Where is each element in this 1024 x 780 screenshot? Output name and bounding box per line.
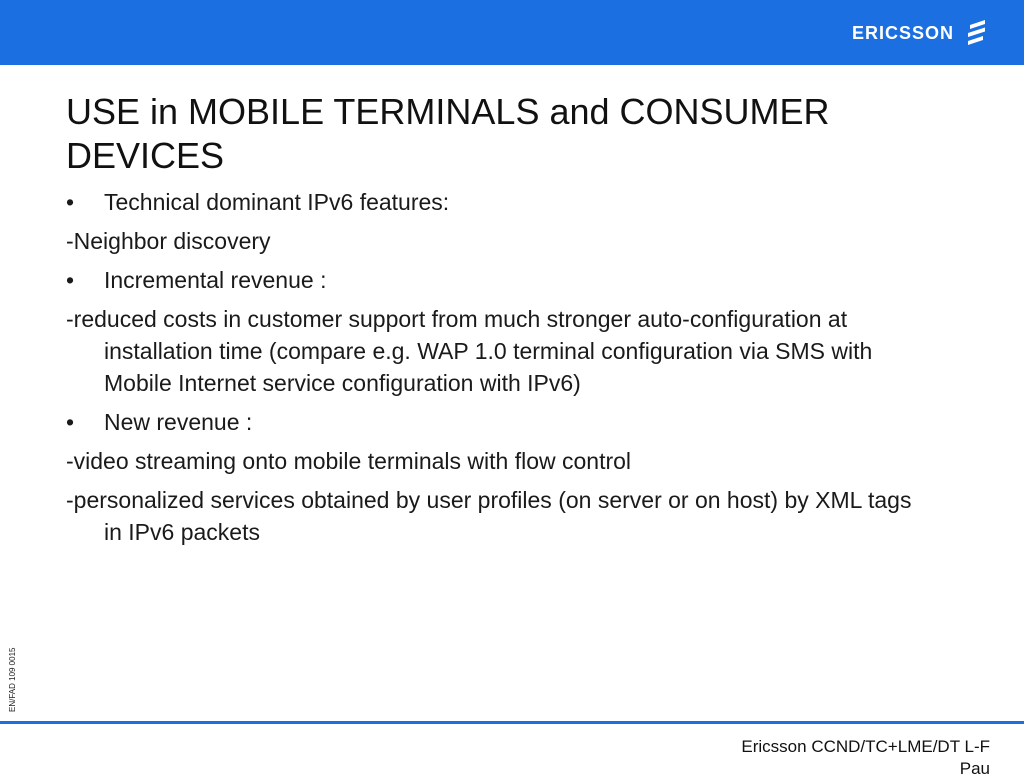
footer-rule (0, 721, 1024, 724)
brand-name: ERICSSON (851, 22, 954, 43)
dash-item: -reduced costs in customer support from much stronger auto-configuration at installation time (compare e.g. WAP 1.0 terminal configuration via SMS with Mobile Internet service configuration with IPv6) (66, 306, 873, 396)
footer-line-2: Pau (959, 759, 990, 778)
bullet-dot: • (66, 409, 75, 435)
footer-line-1: Ericsson CCND/TC+LME/DT L-F (741, 737, 990, 756)
bullet-item (66, 186, 926, 218)
ericsson-logo-icon (966, 20, 988, 46)
bullet-dot: • (66, 189, 75, 215)
bullet-text: New revenue : (104, 409, 253, 435)
slide-content (66, 186, 926, 555)
dash-item: -video streaming onto mobile terminals with flow control (66, 448, 632, 474)
footer-text (670, 736, 990, 780)
header-bar (0, 0, 1024, 65)
bullet-item (66, 264, 926, 296)
bullet-dot: • (66, 267, 75, 293)
bullet-text: Incremental revenue : (104, 267, 327, 293)
slide-title: USE in MOBILE TERMINALS and CONSUMER DEVICES (66, 91, 830, 176)
dash-item: -personalized services obtained by user profiles (on server or on host) by XML tags in IPv6 packets (66, 487, 912, 545)
bullet-item (66, 406, 926, 438)
document-code: EN/FAD 109 0015 (8, 647, 17, 712)
bullet-text: Technical dominant IPv6 features: (104, 189, 450, 215)
dash-item: -Neighbor discovery (66, 228, 271, 254)
brand-logo (852, 20, 988, 46)
